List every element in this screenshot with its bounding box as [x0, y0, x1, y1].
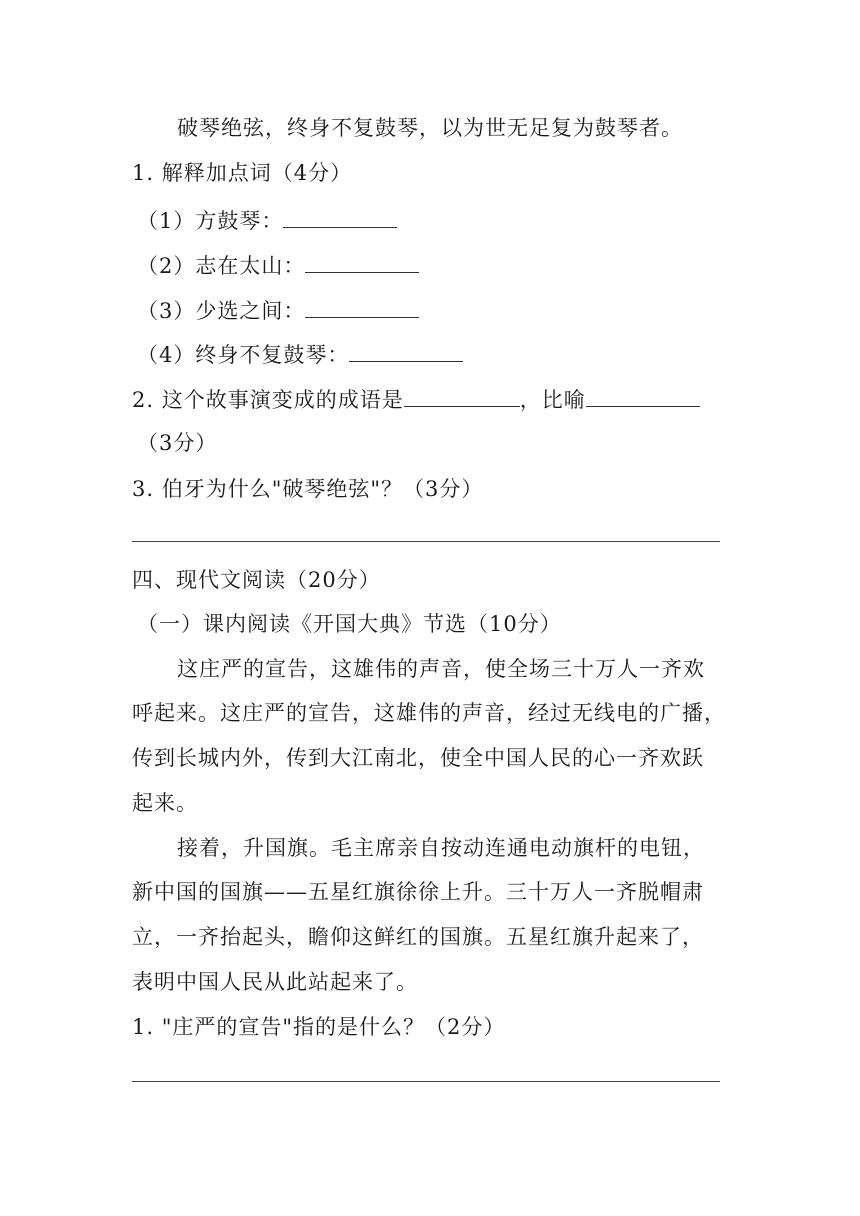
paragraph-2-line: 新中国的国旗——五星红旗徐徐上升。三十万人一齐脱帽肃: [132, 880, 704, 904]
item-label: （3）少选之间：: [137, 299, 306, 323]
answer-blank[interactable]: [586, 384, 700, 407]
question-2-score: （3分）: [137, 431, 218, 455]
paragraph-1-line: 呼起来。这庄严的宣告，这雄伟的声音，经过无线电的广播，: [132, 701, 726, 725]
answer-blank[interactable]: [305, 295, 419, 318]
paragraph-1-line: 这庄严的宣告，这雄伟的声音，使全场三十万人一齐欢: [177, 657, 705, 681]
question-2-middle: ，比喻: [519, 388, 586, 412]
section-4-title: 四、现代文阅读（20分）: [132, 568, 381, 592]
question-3-title: 3. 伯牙为什么"破琴绝弦"？（3分）: [132, 477, 484, 501]
paragraph-2-line: 立，一齐抬起头，瞻仰这鲜红的国旗。五星红旗升起来了，: [132, 925, 704, 949]
answer-blank[interactable]: [404, 384, 520, 407]
question-1-title: 1. 解释加点词（4分）: [132, 161, 353, 185]
answer-blank[interactable]: [283, 205, 397, 228]
question-1-item-2: [137, 250, 419, 281]
question-1-item-1: [137, 205, 397, 236]
item-label: （4）终身不复鼓琴：: [137, 343, 350, 367]
question-2-line: [132, 384, 700, 415]
paragraph-2-line: 接着，升国旗。毛主席亲自按动连通电动旗杆的电钮，: [177, 836, 705, 860]
paragraph-1-line: 传到长城内外，传到大江南北，使全中国人民的心一齐欢跃: [132, 746, 704, 770]
answer-blank[interactable]: [349, 339, 463, 362]
answer-line[interactable]: [132, 1081, 720, 1082]
question-1-item-4: [137, 339, 463, 370]
passage-last-line: 破琴绝弦，终身不复鼓琴，以为世无足复为鼓琴者。: [177, 116, 683, 140]
paragraph-1-line: 起来。: [132, 791, 198, 815]
paragraph-2-line: 表明中国人民从此站起来了。: [132, 970, 418, 994]
item-label: （1）方鼓琴：: [137, 209, 284, 233]
answer-line[interactable]: [132, 541, 720, 542]
section-4-part-1-title: （一）课内阅读《开国大典》节选（10分）: [137, 612, 562, 636]
question-2-prefix: 2. 这个故事演变成的成语是: [132, 388, 404, 412]
section-4-question-1: 1. "庄严的宣告"指的是什么？（2分）: [132, 1015, 506, 1039]
question-1-item-3: [137, 295, 419, 326]
item-label: （2）志在太山：: [137, 254, 306, 278]
answer-blank[interactable]: [305, 250, 419, 273]
